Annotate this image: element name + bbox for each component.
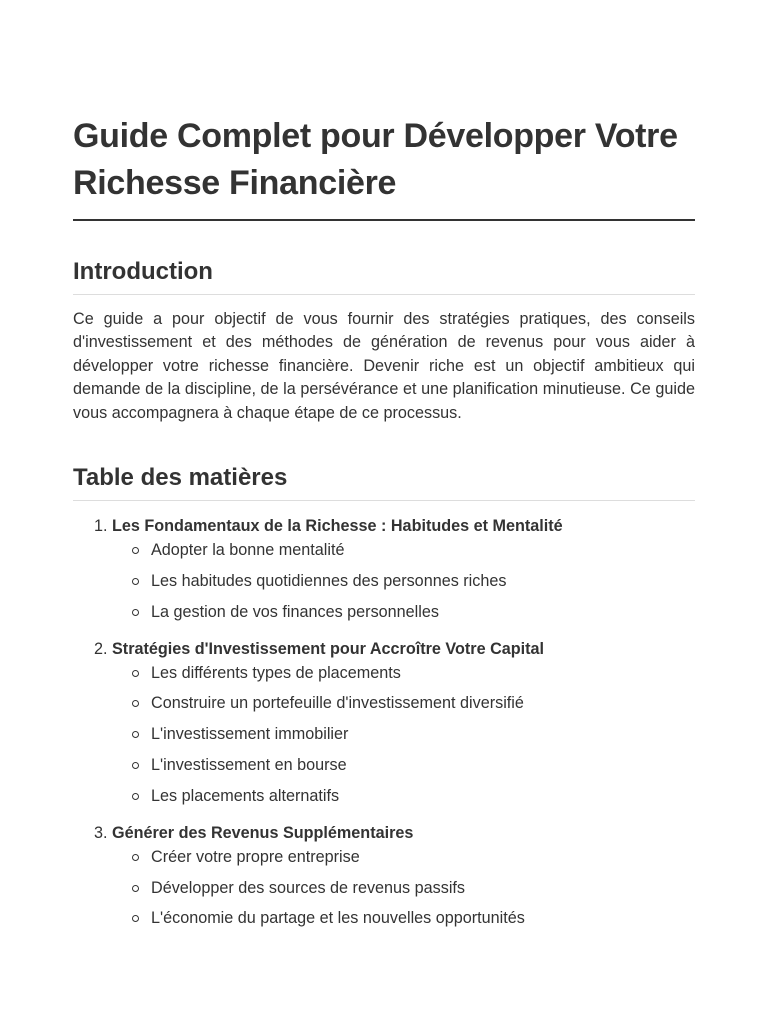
toc-subsection-list: [112, 662, 695, 807]
toc-subitem-label: L'investissement immobilier: [151, 725, 349, 744]
bullet-circle-icon: [132, 885, 139, 892]
table-of-contents: [73, 515, 695, 929]
toc-subitem-label: Adopter la bonne mentalité: [151, 541, 345, 560]
toc-section: [112, 822, 695, 930]
toc-subitem-label: L'économie du partage et les nouvelles opportunités: [151, 909, 525, 928]
toc-subitem-label: La gestion de vos finances personnelles: [151, 602, 439, 621]
toc-subitem: [151, 662, 695, 684]
bullet-circle-icon: [132, 547, 139, 554]
toc-subitem-label: Les différents types de placements: [151, 663, 401, 682]
toc-subitem: [151, 601, 695, 623]
toc-subitem-label: Les habitudes quotidiennes des personnes riches: [151, 571, 507, 590]
bullet-circle-icon: [132, 578, 139, 585]
bullet-circle-icon: [132, 670, 139, 677]
toc-subitem-label: Construire un portefeuille d'investissement diversifié: [151, 694, 524, 713]
toc-subitem: [151, 539, 695, 561]
toc-subitem-label: Créer votre propre entreprise: [151, 847, 360, 866]
bullet-circle-icon: [132, 731, 139, 738]
bullet-circle-icon: [132, 915, 139, 922]
toc-subitem: [151, 692, 695, 714]
toc-section-title: 2. Stratégies d'Investissement pour Accroître Votre Capital: [112, 639, 545, 658]
toc-section-title: 3. Générer des Revenus Supplémentaires: [112, 823, 414, 842]
toc-section: [112, 515, 695, 623]
bullet-circle-icon: [132, 609, 139, 616]
toc-subitem: [151, 907, 695, 929]
toc-subitem: [151, 723, 695, 745]
bullet-circle-icon: [132, 854, 139, 861]
toc-section-title: 1. Les Fondamentaux de la Richesse : Habitudes et Mentalité: [112, 517, 563, 536]
toc-subsection-list: [112, 539, 695, 623]
document-title: Guide Complet pour Développer Votre Richesse Financière: [73, 0, 695, 221]
bullet-circle-icon: [132, 700, 139, 707]
toc-heading: Table des matières: [73, 463, 695, 501]
toc-subitem-label: Développer des sources de revenus passifs: [151, 878, 466, 897]
bullet-circle-icon: [132, 762, 139, 769]
introduction-paragraph: Ce guide a pour objectif de vous fournir des stratégies pratiques, des conseils d'investissement et des méthodes de génération de revenus pour vous aider à développer votre richesse financière. Devenir riche est un objectif ambitieux qui demande de la discipline, de la persévérance et une planification minutieuse. Ce guide vous accompagnera à chaque étape de ce processus.: [73, 310, 695, 422]
toc-section: [112, 638, 695, 807]
toc-subsection-list: [112, 846, 695, 930]
toc-subitem: [151, 754, 695, 776]
toc-subitem: [151, 846, 695, 868]
toc-subitem: [151, 877, 695, 899]
toc-subitem-label: Les placements alternatifs: [151, 786, 340, 805]
toc-subitem-label: L'investissement en bourse: [151, 756, 347, 775]
toc-subitem: [151, 570, 695, 592]
introduction-heading: Introduction: [73, 257, 695, 295]
toc-subitem: [151, 785, 695, 807]
bullet-circle-icon: [132, 793, 139, 800]
